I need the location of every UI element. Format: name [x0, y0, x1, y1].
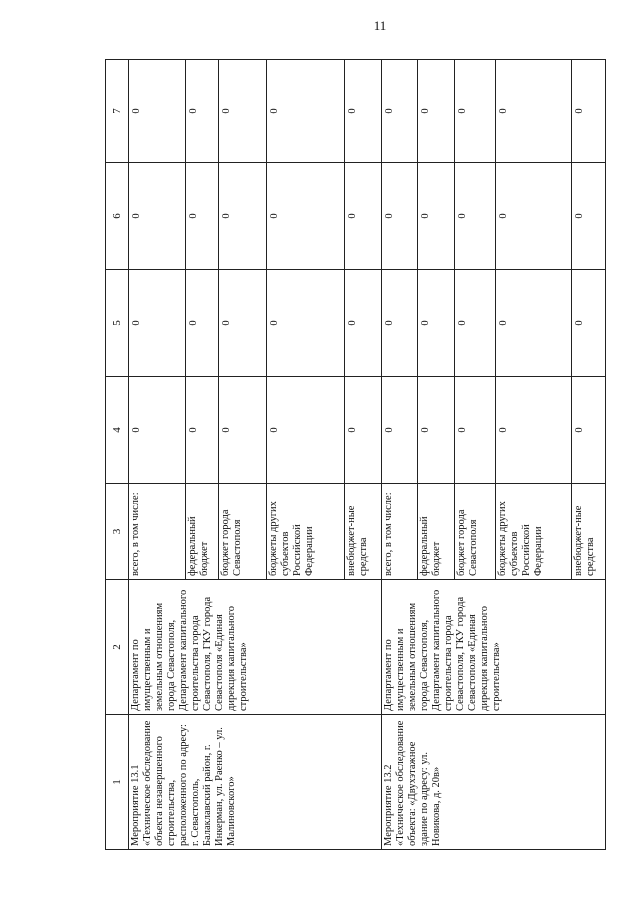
source-cell: федеральный бюджет: [185, 484, 218, 580]
value-cell: 0: [571, 60, 605, 163]
header-cell: 3: [106, 484, 129, 580]
value-cell: 0: [495, 270, 571, 377]
header-row: [106, 60, 129, 850]
value-cell: 0: [381, 163, 417, 270]
value-cell: 0: [455, 163, 495, 270]
value-cell: 0: [218, 377, 267, 484]
source-cell: бюджет города Севастополя: [455, 484, 495, 580]
source-cell: федеральный бюджет: [418, 484, 455, 580]
value-cell: 0: [185, 377, 218, 484]
value-cell: 0: [267, 377, 344, 484]
header-cell: 2: [106, 580, 129, 715]
value-cell: 0: [185, 163, 218, 270]
value-cell: 0: [495, 377, 571, 484]
source-cell: внебюджет-ные средства: [571, 484, 605, 580]
value-cell: 0: [495, 163, 571, 270]
header-cell: 4: [106, 377, 129, 484]
value-cell: 0: [418, 163, 455, 270]
value-cell: 0: [267, 60, 344, 163]
value-cell: 0: [344, 377, 381, 484]
value-cell: 0: [344, 60, 381, 163]
header-cell: 6: [106, 163, 129, 270]
table-row: [381, 60, 417, 850]
value-cell: 0: [185, 60, 218, 163]
funding-table: [105, 59, 606, 850]
value-cell: 0: [455, 377, 495, 484]
value-cell: 0: [455, 270, 495, 377]
source-cell: всего, в том числе:: [381, 484, 417, 580]
value-cell: 0: [571, 377, 605, 484]
rotated-table-container: [105, 60, 606, 850]
source-cell: бюджеты других субъектов Российской Федерации: [495, 484, 571, 580]
value-cell: 0: [185, 270, 218, 377]
value-cell: 0: [218, 270, 267, 377]
page-number: 11: [373, 18, 387, 33]
header-cell: 1: [106, 715, 129, 850]
measure-cell: Мероприятие 13.1 «Техническое обследование объекта незавершенного строительства, расположенного по адресу: г. Севастополь, Балаклавский район, г. Инкерман, ул. Раенко – ул. Малиновского»: [129, 715, 382, 850]
table-row: [129, 60, 185, 850]
value-cell: 0: [344, 163, 381, 270]
value-cell: 0: [418, 60, 455, 163]
value-cell: 0: [129, 377, 185, 484]
value-cell: 0: [267, 163, 344, 270]
value-cell: 0: [418, 377, 455, 484]
value-cell: 0: [344, 270, 381, 377]
executor-cell: Департамент по имущественным и земельным отношениям города Севастополя, Департамент капитального строительства города Севастополя, ГКУ города Севастополя «Единая дирекция капитального строительства»: [381, 580, 605, 715]
value-cell: 0: [571, 163, 605, 270]
value-cell: 0: [381, 377, 417, 484]
executor-cell: Департамент по имущественным и земельным отношениям города Севастополя, Департамент капитального строительства города Севастополя, ГКУ города Севастополя «Единая дирекция капитального строительства»: [129, 580, 382, 715]
value-cell: 0: [571, 270, 605, 377]
value-cell: 0: [218, 60, 267, 163]
value-cell: 0: [455, 60, 495, 163]
source-cell: бюджеты других субъектов Российской Федерации: [267, 484, 344, 580]
source-cell: всего, в том числе:: [129, 484, 185, 580]
value-cell: 0: [495, 60, 571, 163]
value-cell: 0: [381, 270, 417, 377]
header-cell: 5: [106, 270, 129, 377]
source-cell: внебюджет-ные средства: [344, 484, 381, 580]
value-cell: 0: [129, 163, 185, 270]
value-cell: 0: [381, 60, 417, 163]
value-cell: 0: [418, 270, 455, 377]
header-cell: 7: [106, 60, 129, 163]
value-cell: 0: [129, 60, 185, 163]
value-cell: 0: [129, 270, 185, 377]
measure-cell: Мероприятие 13.2 «Техническое обследование объекта: «Двухэтажное здание по адресу: ул. Новикова, д. 20в»: [381, 715, 605, 850]
source-cell: бюджет города Севастополя: [218, 484, 267, 580]
value-cell: 0: [267, 270, 344, 377]
value-cell: 0: [218, 163, 267, 270]
